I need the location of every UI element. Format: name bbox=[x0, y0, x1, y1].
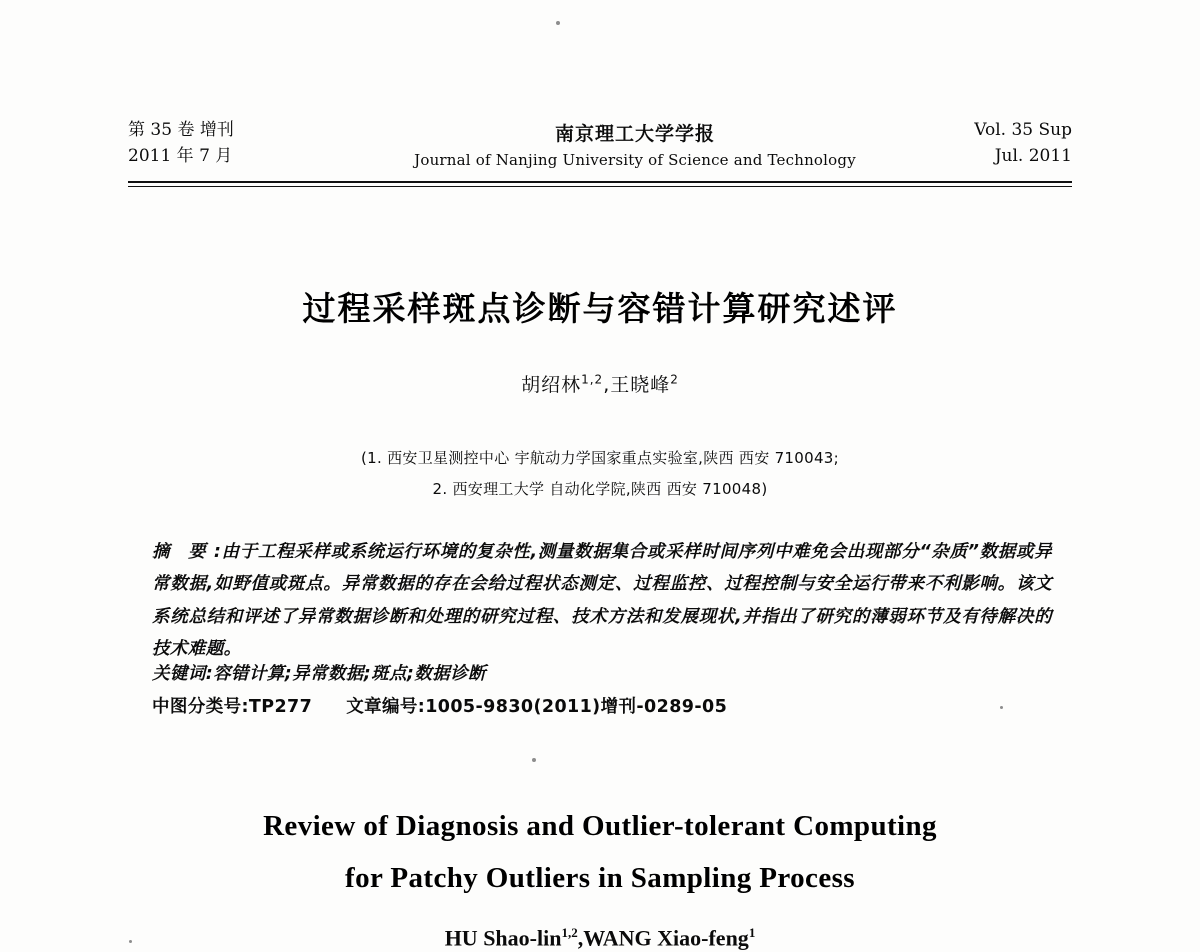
abstract-text: :由于工程采样或系统运行环境的复杂性,测量数据集合或采样时间序列中难免会出现部分“杂质”数据或异常数据,如野值或斑点。异常数据的存在会给过程状态测定、过程监控、过程控制与安全运行带来不利影响。该文系统总结和评述了异常数据诊断和处理的研究过程、技术方法和发展现状,并指出了研究的薄弱环节及有待解决的技术难题。 bbox=[152, 542, 1052, 660]
affiliation-2: 2. 西安理工大学 自动化学院,陕西 西安 710048) bbox=[432, 480, 768, 498]
article-id: 文章编号:1005-9830(2011)增刊-0289-05 bbox=[346, 697, 728, 717]
affiliation-1: (1. 西安卫星测控中心 宇航动力学国家重点实验室,陕西 西安 710043; bbox=[360, 449, 840, 467]
keywords-line: 关键词:容错计算;异常数据;斑点;数据诊断 bbox=[152, 664, 486, 684]
journal-name-block bbox=[358, 119, 912, 169]
issue-date-label: 2011 年 7 月 bbox=[128, 145, 233, 166]
volume-issue-block-en bbox=[912, 118, 1072, 169]
page-title-cn: 过程采样斑点诊断与容错计算研究述评 bbox=[302, 289, 898, 328]
scan-speck-icon bbox=[556, 21, 560, 25]
issue-date-label-en: Jul. 2011 bbox=[994, 145, 1072, 166]
abstract-label: 摘 要 bbox=[152, 542, 212, 562]
volume-label-en: Vol. 35 Sup bbox=[974, 120, 1072, 140]
header-divider bbox=[128, 181, 1072, 187]
author-cn-separator: ,王晓峰 bbox=[603, 374, 671, 396]
scan-speck-icon bbox=[532, 758, 536, 762]
author-cn-2-affil-marker: 2 bbox=[670, 372, 679, 387]
journal-name-cn: 南京理工大学学报 bbox=[554, 123, 715, 145]
journal-name-en: Journal of Nanjing University of Science and Technology bbox=[414, 151, 856, 169]
volume-label: 第 35 卷 增刊 bbox=[128, 120, 234, 140]
author-en-1: HU Shao-lin bbox=[444, 925, 562, 951]
author-en-separator: ,WANG Xiao-feng bbox=[577, 925, 749, 951]
author-cn-1-affil-marker: 1,2 bbox=[581, 372, 604, 387]
abstract-block bbox=[152, 536, 1052, 666]
authors-cn bbox=[0, 370, 1200, 397]
authors-en bbox=[0, 925, 1200, 951]
author-en-2-affil-marker: 1 bbox=[748, 925, 756, 940]
author-cn-1: 胡绍林 bbox=[521, 374, 582, 396]
page-title-en-line1: Review of Diagnosis and Outlier-tolerant Computing bbox=[263, 810, 937, 842]
page-title-en-line2: for Patchy Outliers in Sampling Process bbox=[345, 862, 855, 894]
classification-line bbox=[152, 693, 1052, 718]
volume-issue-block bbox=[128, 118, 358, 169]
author-en-1-affil-marker: 1,2 bbox=[561, 925, 578, 940]
clc-number: 中图分类号:TP277 bbox=[152, 697, 313, 717]
running-head bbox=[128, 118, 1072, 169]
